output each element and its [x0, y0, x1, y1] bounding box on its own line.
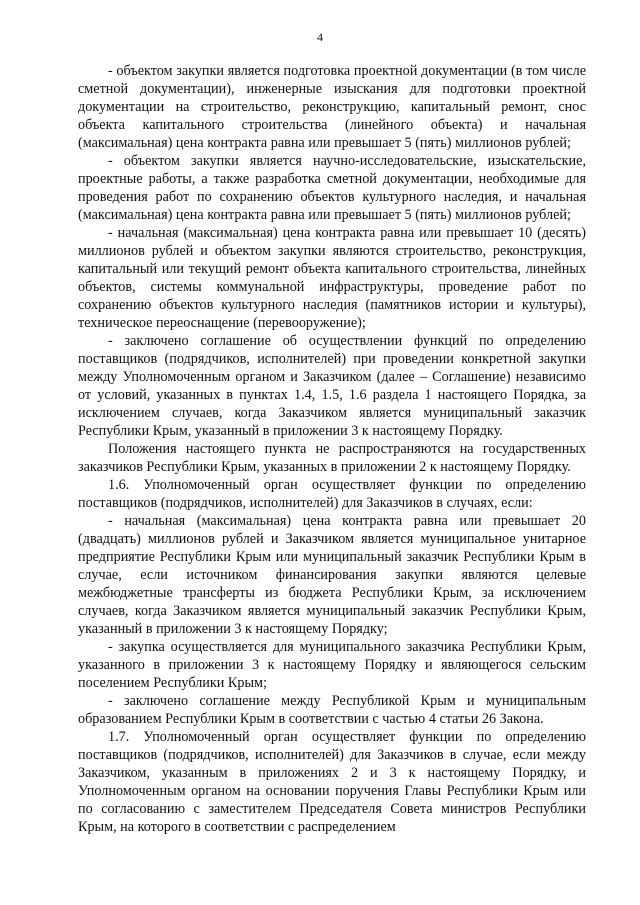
paragraph: - начальная (максимальная) цена контракта равна или превышает 20 (двадцать) миллионов рублей и Заказчиком является муниципальное унитарное предприятие Республики Крым или муниципальный заказчик Республики Крым в случае, если источником финансирования закупки являются целевые межбюджетные трансферты из бюджета Республики Крым, за исключением случаев, когда Заказчиком является муниципальный заказчик Республики Крым, указанный в приложении 3 к настоящему Порядку;: [78, 513, 586, 637]
paragraph: - объектом закупки является научно-исследовательские, изыскательские, проектные работы, а также разработка сметной документации, необходимые для проведения работ по сохранению объектов культурного наследия, и начальная (максимальная) цена контракта равна или превышает 5 (пять) миллионов рублей;: [78, 153, 586, 223]
paragraph: - закупка осуществляется для муниципального заказчика Республики Крым, указанного в приложении 3 к настоящему Порядку и являющегося сельским поселением Республики Крым;: [78, 639, 586, 691]
page-number: 4: [317, 30, 323, 44]
paragraph: 1.7. Уполномоченный орган осуществляет функции по определению поставщиков (подрядчиков, исполнителей) для Заказчиков в случае, если между Заказчиком, указанным в приложениях 2 и 3 к настоящему Порядку, и Уполномоченным органом на основании поручения Главы Республики Крым или по согласованию с заместителем Председателя Совета министров Республики Крым, на которого в соответствии с распределением: [78, 729, 586, 835]
paragraph: - начальная (максимальная) цена контракта равна или превышает 10 (десять) миллионов рублей и объектом закупки являются строительство, реконструкция, капитальный или текущий ремонт объекта капитального строительства, линейных объектов, системы коммунальной инфраструктуры, проведение работ по сохранению объектов культурного наследия (памятников истории и культуры), техническое переоснащение (перевооружение);: [78, 225, 586, 331]
paragraph: Положения настоящего пункта не распространяются на государственных заказчиков Республики Крым, указанных в приложении 2 к настоящему Порядку.: [78, 441, 586, 475]
paragraph: - заключено соглашение об осуществлении функций по определению поставщиков (подрядчиков, исполнителей) при проведении конкретной закупки между Уполномоченным органом и Заказчиком (далее – Соглашение) независимо от условий, указанных в пунктах 1.4, 1.5, 1.6 раздела 1 настоящего Порядка, за исключением случаев, когда Заказчиком является муниципальный заказчик Республики Крым, указанный в приложении 3 к настоящему Порядку.: [78, 333, 586, 439]
paragraph: - объектом закупки является подготовка проектной документации (в том числе сметной документации), инженерные изыскания для подготовки проектной документации на строительство, реконструкцию, капитальный ремонт, снос объекта капитального строительства (линейного объекта) и начальная (максимальная) цена контракта равна или превышает 5 (пять) миллионов рублей;: [78, 63, 586, 151]
paragraph: - заключено соглашение между Республикой Крым и муниципальным образованием Республики Крым в соответствии с частью 4 статьи 26 Закона.: [78, 693, 586, 727]
document-body: [78, 62, 586, 836]
paragraph: 1.6. Уполномоченный орган осуществляет функции по определению поставщиков (подрядчиков, исполнителей) для Заказчиков в случаях, если:: [78, 477, 586, 511]
